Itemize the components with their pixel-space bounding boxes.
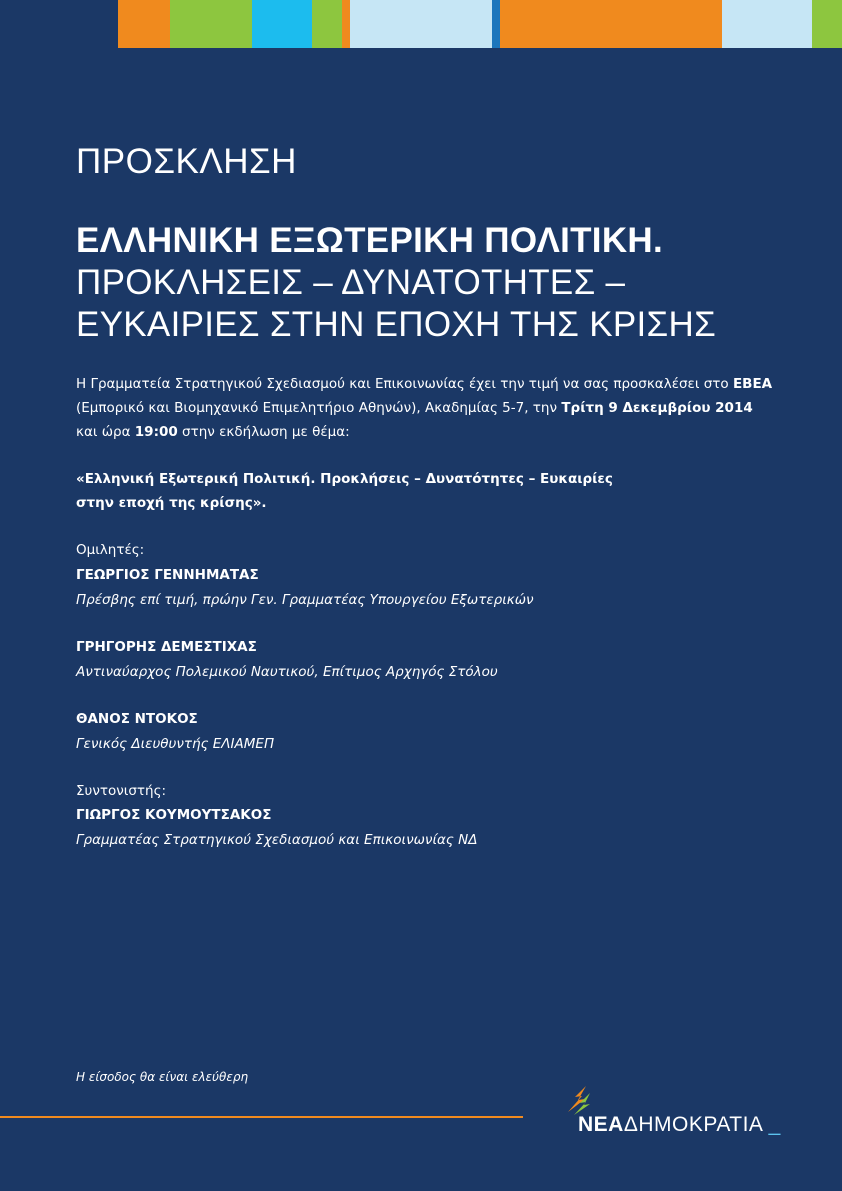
venue-short: ΕΒΕΑ xyxy=(732,376,773,392)
logo-underscore: _ xyxy=(768,1113,781,1136)
free-entry-note: Η είσοδος θα είναι ελεύθερη xyxy=(76,1070,249,1084)
speaker-role: Γενικός Διευθυντής ΕΛΙΑΜΕΠ xyxy=(76,736,275,752)
color-stripe xyxy=(312,0,342,48)
intro-paragraph xyxy=(76,372,776,444)
intro-text-2: (Εμπορικό και Βιομηχανικό Επιμελητήριο Αθηνών), Ακαδημίας 5-7, την xyxy=(76,400,562,416)
speaker-role: Αντιναύαρχος Πολεμικού Ναυτικού, Επίτιμος Αρχηγός Στόλου xyxy=(76,664,498,680)
speakers-label: Ομιλητές: xyxy=(76,542,145,558)
color-stripe xyxy=(722,0,812,48)
invitation-heading: ΠΡΟΣΚΛΗΣΗ xyxy=(76,142,297,181)
event-title-line-2: ΠΡΟΚΛΗΣΕΙΣ – ΔΥΝΑΤΟΤΗΤΕΣ – xyxy=(76,263,626,302)
color-stripe xyxy=(342,0,350,48)
color-stripe-banner xyxy=(0,0,842,48)
footer-divider xyxy=(0,1116,523,1118)
color-stripe xyxy=(492,0,500,48)
party-logo-text xyxy=(578,1113,781,1137)
speaker-name: ΘΑΝΟΣ ΝΤΟΚΟΣ xyxy=(76,711,198,727)
coordinator-role: Γραμματέας Στρατηγικού Σχεδιασμού και Επικοινωνίας ΝΔ xyxy=(76,832,478,848)
logo-nea: ΝΕΑ xyxy=(578,1113,624,1136)
speaker-role: Πρέσβης επί τιμή, πρώην Γεν. Γραμματέας Υπουργείου Εξωτερικών xyxy=(76,592,534,608)
event-subject-line-2: στην εποχή της κρίσης». xyxy=(76,495,267,511)
color-stripe xyxy=(170,0,252,48)
intro-text-3: και ώρα xyxy=(76,424,135,440)
event-date: Τρίτη 9 Δεκεμβρίου 2014 xyxy=(561,400,753,416)
color-stripe xyxy=(812,0,842,48)
logo-dimokratia: ΔΗΜΟΚΡΑΤΙΑ xyxy=(623,1113,763,1136)
coordinator-name: ΓΙΩΡΓΟΣ ΚΟΥΜΟΥΤΣΑΚΟΣ xyxy=(76,807,272,823)
color-stripe xyxy=(118,0,170,48)
speaker-name: ΓΕΩΡΓΙΟΣ ΓΕΝΝΗΜΑΤΑΣ xyxy=(76,567,259,583)
party-logo xyxy=(560,1082,800,1152)
event-subject-line-1: «Ελληνική Εξωτερική Πολιτική. Προκλήσεις – Δυνατότητες – Ευκαιρίες xyxy=(76,471,613,487)
color-stripe xyxy=(252,0,312,48)
event-title-line-1: ΕΛΛΗΝΙΚΗ ΕΞΩΤΕΡΙΚΗ ΠΟΛΙΤΙΚΗ. xyxy=(76,221,663,260)
torch-flame-icon xyxy=(560,1082,620,1116)
intro-text-1: Η Γραμματεία Στρατηγικού Σχεδιασμού και Επικοινωνίας έχει την τιμή να σας προσκαλέσει στο xyxy=(76,376,733,392)
color-stripe xyxy=(350,0,492,48)
event-title-line-3: ΕΥΚΑΙΡΙΕΣ ΣΤΗΝ ΕΠΟΧΗ ΤΗΣ ΚΡΙΣΗΣ xyxy=(76,305,717,344)
color-stripe xyxy=(500,0,722,48)
event-subject xyxy=(76,467,716,515)
event-time: 19:00 xyxy=(134,424,178,440)
event-title xyxy=(76,220,776,346)
intro-text-4: στην εκδήλωση με θέμα: xyxy=(177,424,350,440)
coordinator-label: Συντονιστής: xyxy=(76,783,167,799)
speaker-name: ΓΡΗΓΟΡΗΣ ΔΕΜΕΣΤΙΧΑΣ xyxy=(76,639,257,655)
